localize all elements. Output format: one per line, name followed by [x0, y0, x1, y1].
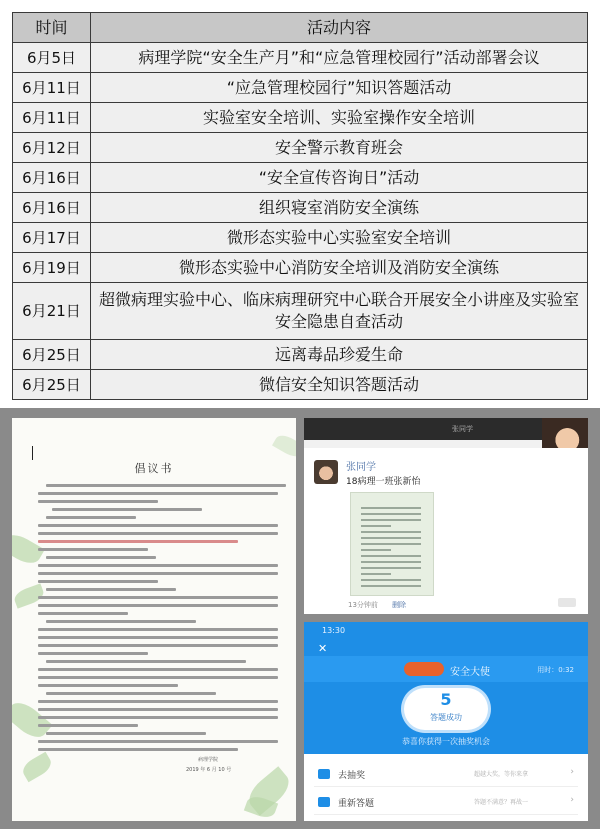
row-date: 6月11日	[13, 103, 91, 133]
moment-post	[304, 448, 588, 614]
close-icon[interactable]: ✕	[318, 642, 328, 655]
row-activity: “应急管理校园行”知识答题活动	[91, 73, 588, 103]
thumb-text-line	[361, 543, 421, 545]
thumb-text-line	[361, 549, 391, 551]
thumb-text-line	[361, 525, 391, 527]
header-date: 时间	[13, 13, 91, 43]
letter-text-line	[46, 516, 136, 519]
text-cursor	[32, 446, 33, 460]
row-activity: 微信安全知识答题活动	[91, 370, 588, 400]
badge-label: 安全大使	[450, 667, 490, 678]
table-row	[13, 253, 588, 283]
row-date: 6月11日	[13, 73, 91, 103]
score-value: 5	[440, 690, 452, 709]
menu-label: 重新答题	[338, 799, 375, 809]
table-row	[13, 103, 588, 133]
letter-text-line	[38, 700, 278, 703]
letter-text-line	[38, 636, 278, 639]
delete-link[interactable]: 删除	[392, 601, 406, 609]
table-row	[13, 73, 588, 103]
row-date: 6月5日	[13, 43, 91, 73]
row-activity: 安全警示教育班会	[91, 133, 588, 163]
congrats-text: 恭喜你获得一次抽奖机会	[402, 737, 490, 746]
result-text: 答题成功	[430, 713, 462, 722]
letter-text-line	[38, 740, 278, 743]
thumb-text-line	[361, 519, 421, 521]
letter-text-line	[38, 612, 128, 615]
activity-schedule-table	[12, 12, 588, 400]
letter-text-line	[52, 508, 202, 511]
row-date: 6月12日	[13, 133, 91, 163]
row-activity: 远离毒品珍爱生命	[91, 340, 588, 370]
post-time: 13分钟前	[348, 601, 378, 609]
badge-icon	[404, 662, 444, 676]
row-activity: “安全宣传咨询日”活动	[91, 163, 588, 193]
letter-text-line	[46, 692, 216, 695]
thumb-text-line	[361, 513, 421, 515]
leaf-decoration	[272, 432, 296, 461]
row-date: 6月19日	[13, 253, 91, 283]
letter-signature: 病理学院	[198, 757, 219, 763]
menu-label: 去抽奖	[338, 771, 366, 781]
letter-text-line	[46, 660, 246, 663]
menu-hint: 答题不满意？再战一	[474, 799, 529, 806]
row-activity: 超微病理实验中心、临床病理研究中心联合开展安全小讲座及实验室安全隐患自查活动	[91, 283, 588, 340]
letter-text-line	[38, 604, 278, 607]
post-text: 18病理一班张新怡	[346, 477, 421, 487]
letter-text-line	[38, 540, 238, 543]
thumb-text-line	[361, 531, 421, 533]
row-date: 6月21日	[13, 283, 91, 340]
gift-icon	[318, 769, 330, 779]
chevron-right-icon: ›	[570, 795, 574, 805]
table-row	[13, 283, 588, 340]
letter-date: 2019 年 6 月 10 号	[186, 767, 232, 773]
letter-text-line	[38, 708, 278, 711]
menu-item-retry[interactable]	[314, 790, 578, 815]
chat-screenshot	[304, 418, 588, 614]
chevron-right-icon: ›	[570, 767, 574, 777]
letter-text-line	[46, 556, 156, 559]
letter-text-line	[46, 588, 176, 591]
quiz-app-screenshot	[304, 622, 588, 821]
letter-text-line	[38, 492, 278, 495]
proposal-letter-photo	[12, 418, 296, 821]
letter-text-line	[38, 580, 158, 583]
row-date: 6月16日	[13, 193, 91, 223]
thumb-text-line	[361, 585, 421, 587]
letter-text-line	[38, 564, 278, 567]
row-activity: 实验室安全培训、实验室操作安全培训	[91, 103, 588, 133]
table-row	[13, 370, 588, 400]
letter-text-line	[38, 668, 278, 671]
sender-name[interactable]: 张同学	[346, 462, 376, 473]
status-time: 13:30	[322, 626, 346, 635]
table-row	[13, 43, 588, 73]
letter-text-line	[38, 596, 278, 599]
thumb-text-line	[361, 555, 421, 557]
chat-top-name: 张同学	[452, 425, 473, 433]
row-activity: 组织寝室消防安全演练	[91, 193, 588, 223]
score-circle	[404, 688, 488, 730]
letter-text-line	[38, 524, 278, 527]
letter-text-line	[38, 716, 278, 719]
row-activity: 微形态实验中心消防安全培训及消防安全演练	[91, 253, 588, 283]
letter-text-line	[46, 620, 196, 623]
table-header-row	[13, 13, 588, 43]
row-date: 6月25日	[13, 370, 91, 400]
letter-text-line	[38, 500, 158, 503]
letter-text-line	[38, 684, 178, 687]
row-activity: 微形态实验中心实验室安全培训	[91, 223, 588, 253]
thumb-text-line	[361, 567, 421, 569]
row-activity: 病理学院“安全生产月”和“应急管理校园行”活动部署会议	[91, 43, 588, 73]
letter-text-line	[38, 644, 278, 647]
leaf-decoration	[20, 752, 55, 783]
letter-text-line	[38, 628, 278, 631]
table-row	[13, 193, 588, 223]
thumb-text-line	[361, 573, 391, 575]
table-row	[13, 340, 588, 370]
letter-text-line	[38, 652, 148, 655]
row-date: 6月16日	[13, 163, 91, 193]
letter-text-line	[46, 732, 206, 735]
row-date: 6月17日	[13, 223, 91, 253]
quiz-timer: 用时：0:32	[537, 666, 574, 674]
menu-item-lottery[interactable]	[314, 762, 578, 787]
more-options-icon[interactable]	[558, 598, 576, 607]
letter-text-line	[38, 724, 138, 727]
header-activity: 活动内容	[91, 13, 588, 43]
letter-title: 倡议书	[134, 462, 174, 475]
menu-hint: 超越大奖，等你来拿	[474, 771, 529, 778]
retry-icon	[318, 797, 330, 807]
table-row	[13, 163, 588, 193]
thumb-text-line	[361, 537, 421, 539]
letter-thumbnail[interactable]	[350, 492, 434, 596]
thumb-text-line	[361, 579, 421, 581]
row-date: 6月25日	[13, 340, 91, 370]
letter-text-line	[46, 484, 286, 487]
letter-text-line	[38, 548, 148, 551]
letter-text-line	[38, 676, 278, 679]
table-row	[13, 133, 588, 163]
leaf-decoration	[12, 697, 53, 744]
letter-text-line	[38, 532, 278, 535]
table-row	[13, 223, 588, 253]
letter-text-line	[38, 748, 238, 751]
thumb-text-line	[361, 507, 421, 509]
avatar[interactable]	[314, 460, 338, 484]
thumb-text-line	[361, 561, 421, 563]
letter-text-line	[38, 572, 278, 575]
